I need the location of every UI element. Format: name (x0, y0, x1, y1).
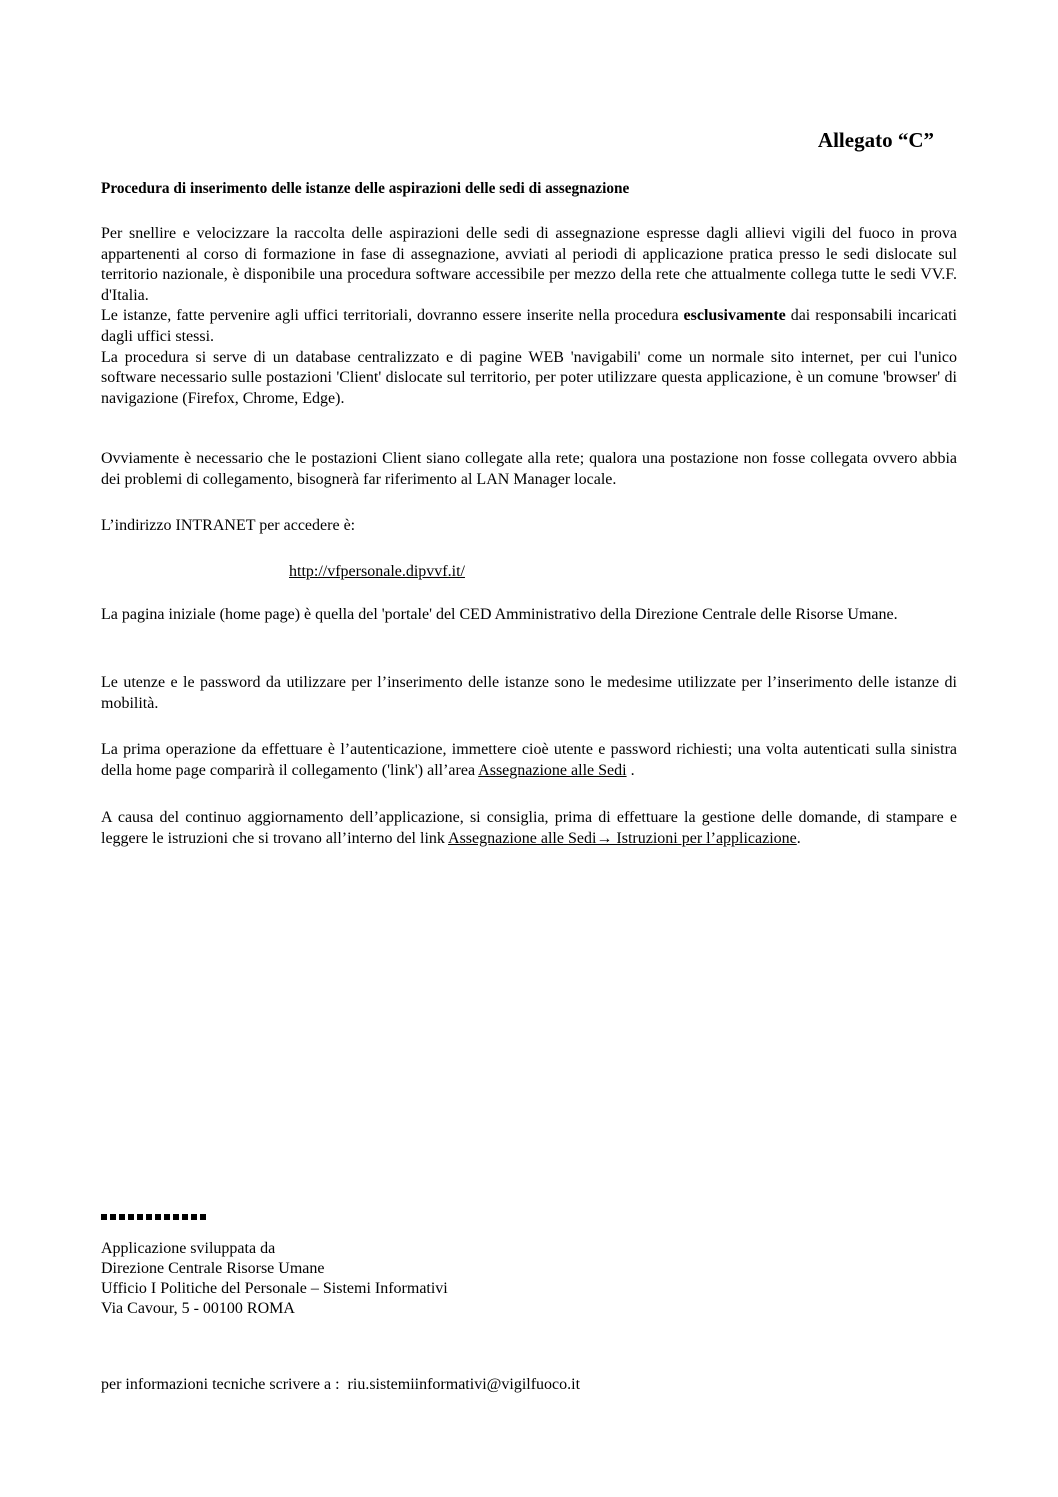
intro-section (101, 224, 957, 409)
document-title: Procedura di inserimento delle istanze delle aspirazioni delle sedi di assegnazione (101, 180, 630, 197)
footer-credits (101, 1239, 448, 1319)
intro-paragraph-1: Per snellire e velocizzare la raccolta delle aspirazioni delle sedi di assegnazione espresse dagli allievi vigili del fuoco in prova appartenenti al corso di formazione in fase di assegnazione, avviati al periodi di applicazione pratica presso le sedi dislocate sul territorio nazionale, è disponibile una procedura software accessibile per mezzo della rete che attualmente collega tutte le sedi VV.F. d'Italia. (101, 225, 957, 304)
footer-line: Ufficio I Politiche del Personale – Sistemi Informativi (101, 1280, 448, 1297)
home-page-note-text: La pagina iniziale (home page) è quella del 'portale' del CED Amministrativo della Direzione Centrale delle Risorse Umane. (101, 606, 898, 623)
auth-note-after: . (626, 761, 635, 779)
credentials-note-text: Le utenze e le password da utilizzare per l’inserimento delle istanze sono le medesime utilizzate per l’inserimento delle istanze di mobilità. (101, 674, 957, 712)
contact-line (101, 1374, 580, 1396)
intranet-url-link[interactable]: http://vfpersonale.dipvvf.it/ (289, 563, 465, 580)
intro-p2-text-end: dai responsabili incaricati dagli uffici stessi. (101, 307, 957, 345)
auth-note-text (101, 740, 957, 781)
footer-line: Direzione Centrale Risorse Umane (101, 1260, 325, 1277)
network-note (101, 449, 957, 490)
instructions-note-text (101, 808, 957, 849)
instructions-note-before: A causa del continuo aggiornamento dell’applicazione, si consiglia, prima di effettuare la gestione delle domande, di stampare e leggere le istruzioni che si trovano all’interno del link (101, 809, 957, 847)
intranet-label-text: L’indirizzo INTRANET per accedere è: (101, 517, 356, 534)
annex-label: Allegato “C” (817, 128, 934, 152)
footer-line: Applicazione sviluppata da (101, 1240, 276, 1257)
assegnazione-link[interactable]: Assegnazione alle Sedi (478, 761, 627, 779)
contact-label: per informazioni tecniche scrivere a : (101, 1376, 340, 1393)
instructions-note (101, 808, 957, 849)
intro-paragraph-2 (101, 306, 957, 347)
contact-email[interactable]: riu.sistemiinformativi@vigilfuoco.it (347, 1376, 581, 1393)
credentials-note (101, 673, 957, 714)
intranet-label (101, 516, 957, 537)
instructions-note-after: . (796, 829, 801, 847)
home-page-note (101, 605, 957, 626)
intro-p2-bold: esclusivamente (683, 307, 786, 325)
auth-note-before: La prima operazione da effettuare è l’autenticazione, immettere cioè utente e password richiesti; una volta autenticati sulla sinistra della home page comparirà il collegamento ('link') all’area (101, 741, 957, 779)
instructions-link[interactable]: Assegnazione alle Sedi→ Istruzioni per l’applicazione (448, 829, 797, 847)
network-note-text: Ovviamente è necessario che le postazioni Client siano collegate alla rete; qualora una postazione non fosse collegata ovvero abbia dei problemi di collegamento, bisognerà far riferimento al LAN Manager locale. (101, 450, 957, 488)
intro-p2-text: Le istanze, fatte pervenire agli uffici territoriali, dovranno essere inserite nella procedura (101, 307, 684, 325)
auth-note (101, 740, 957, 781)
intro-paragraph-3: La procedura si serve di un database centralizzato e di pagine WEB 'navigabili' come un normale sito internet, per cui l'unico software necessario sulle postazioni 'Client' dislocate sul territorio, per poter utilizzare questa applicazione, è un comune 'browser' di navigazione (Firefox, Chrome, Edge). (101, 348, 957, 407)
separator-dots (101, 1212, 209, 1222)
footer-line: Via Cavour, 5 - 00100 ROMA (101, 1300, 295, 1317)
